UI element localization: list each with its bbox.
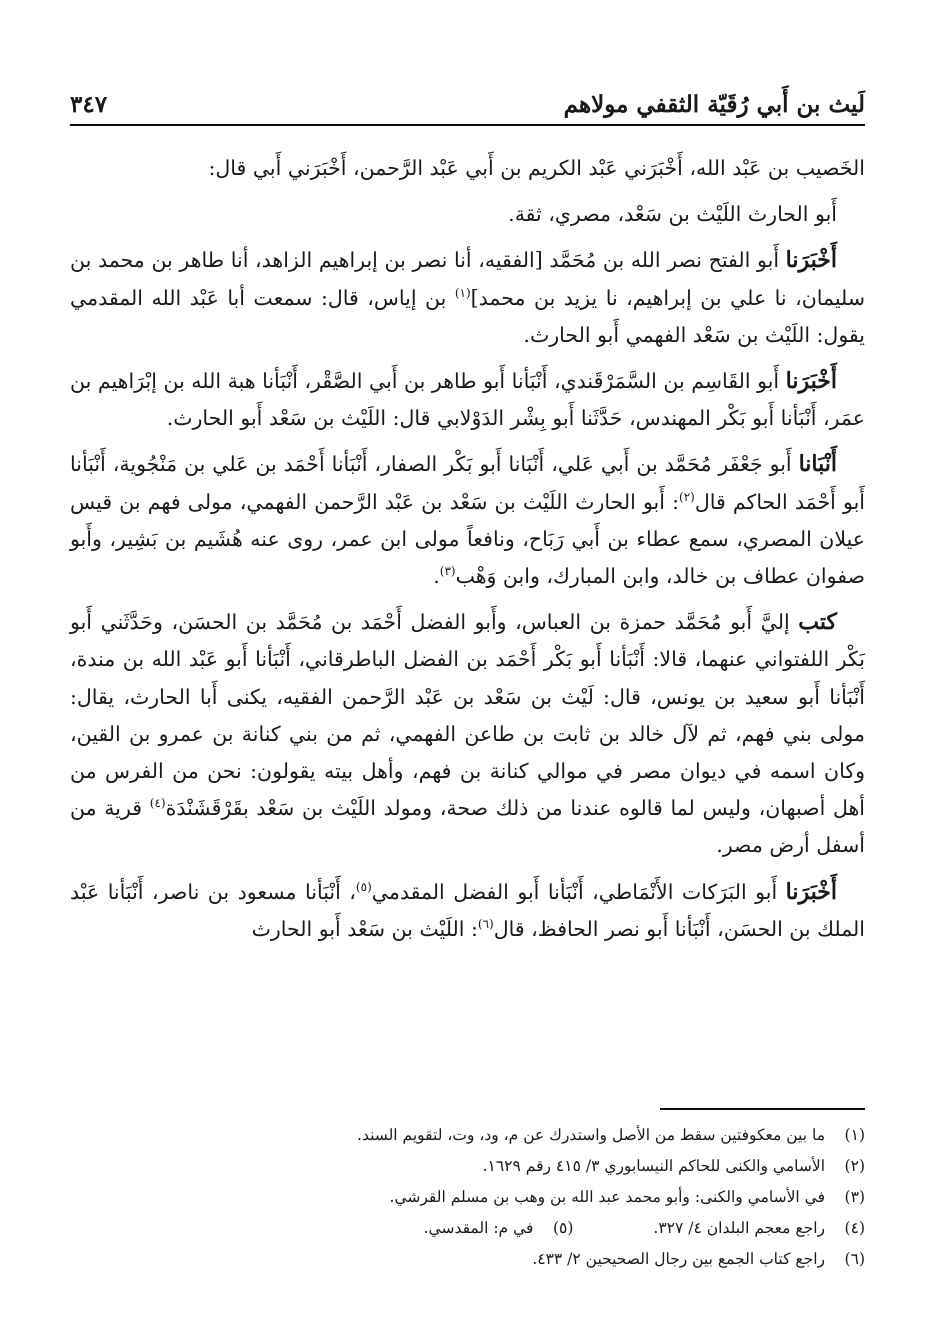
- paragraph-text: بن إياس، قال: سمعت أبا عَبْد الله المقدمي يقول: اللَيْث بن سَعْد الفهمي أَبو الحارث.: [70, 285, 865, 347]
- footnote-number: (٦): [844, 1250, 865, 1268]
- paragraph-1: [70, 150, 865, 187]
- paragraph-6: [70, 604, 865, 864]
- paragraph-text: الخَصيب بن عَبْد الله، أَخْبَرَني عَبْد الكريم بن أَبي عَبْد الرَّحمن، أَخْبَرَني أَبي قال:: [208, 156, 865, 180]
- isnad-lead-word: أَنْبَانا: [798, 451, 837, 478]
- footnote-1: [70, 1120, 865, 1151]
- paragraph-text: أَبو الحارث اللَيْث بن سَعْد، مصري، ثقة.: [508, 202, 837, 227]
- paragraph-7: [70, 874, 865, 948]
- footnote-number: (٤): [844, 1219, 865, 1237]
- isnad-lead-word: أَخْبَرَنا: [785, 247, 837, 274]
- footnote-text: في الأسامي والكنى: وأبو محمد عبد الله بن وهب بن مسلم القرشي.: [389, 1188, 825, 1206]
- paragraph-text: أَبو جَعْفَر مُحَمَّد بن أَبي عَلي، أَنْبَانا أَبو بَكْر الصفار، أَنْبَأنا أَحْمَد بن عَلي بن مَنْجُوية، أَنْبَأنا أَبو أَحْمَد الحاكم قال: [70, 452, 865, 514]
- footnote-ref-1[interactable]: (١): [454, 285, 471, 300]
- footnote-2: [70, 1151, 865, 1182]
- footnote-number: (٢): [844, 1157, 865, 1175]
- footnote-divider: [660, 1108, 865, 1110]
- footnote-ref-6[interactable]: (٦): [477, 917, 494, 932]
- paragraph-4: [70, 363, 865, 437]
- footnote-4-5: [70, 1213, 865, 1244]
- footnote-text: ما بين معكوفتين سقط من الأصل واستدرك عن م، ود، وت، لتقويم السند.: [357, 1126, 825, 1144]
- main-text: [70, 150, 865, 957]
- running-title: لَيث بن أَبي رُقَيّة الثقفي مولاهم: [563, 91, 865, 118]
- paragraph-text: إليَّ أَبو مُحَمَّد حمزة بن العباس، وأَبو الفضل أَحْمَد بن مُحَمَّد بن الحسَن، وحَدَّثَني أَبو بَكْر اللفتواني عنهما، قالا: أَنْبَأنا أَبو بَكْر أَحْمَد بن الفضل الباطرقاني، أَنْبَأنا أَبو عَبْد الله بن مندة، أَنْبَأنا أَبو سعيد بن يونس، قال: لَيْث بن سَعْد بن عَبْد الرَّحمن الفقيه، يكنى أَبا الحارث، يقال: مولى بني فهم، ثم لآل خالد بن ثابت بن طاعن الفهمي، ثم من بني كنانة بن عمرو بن القين، وكان اسمه في ديوان مصر في موالي كنانة بن فهم، وأهل بيته يقولون: نحن من الفرس من أهل أصبهان، وليس لما قالوه عندنا من ذلك صحة، ومولد اللَيْث بن سَعْد بقَرْقَشَنْدَة: [70, 610, 865, 821]
- footnote-spacer: [583, 1213, 643, 1244]
- footnote-ref-4[interactable]: (٤): [149, 796, 166, 811]
- footnote-number: (٣): [844, 1188, 865, 1206]
- paragraph-text: أَبو القَاسِم بن السَّمَرْقَندي، أَنْبَأنا أَبو طاهر بن أَبي الصَّقْر، أَنْبَأنا هبة الله بن إبْرَاهيم بن عمَر، أَنْبَأنا أَبو بَكْر المهندس، حَدَّثَنا أَبو بِشْر الدَوْلابي قال: اللَيْث بن سَعْد أَبو الحارث.: [70, 369, 865, 431]
- footnote-6: [70, 1244, 865, 1275]
- isnad-lead-word: أَخْبَرَنا: [785, 368, 837, 395]
- paragraph-2: [70, 196, 865, 233]
- footnote-text: راجع كتاب الجمع بين رجال الصحيحين ٢/ ٤٣٣.: [532, 1250, 825, 1268]
- isnad-lead-word: أَخْبَرَنا: [785, 878, 837, 905]
- footnote-text: في م: المقدسي.: [423, 1219, 534, 1237]
- paragraph-text: قرية من أسفل أرض مصر.: [70, 796, 865, 858]
- footnote-number: (٥): [552, 1219, 574, 1237]
- footnote-text: الأسامي والكنى للحاكم النيسابوري ٣/ ٤١٥ رقم ١٦٢٩.: [482, 1157, 825, 1175]
- paragraph-text: أَبو البَرَكات الأَنْمَاطي، أَنْبَأنا أَبو الفضل المقدمي: [371, 879, 786, 904]
- paragraph-text: أَبو الفتح نصر الله بن مُحَمَّد [الفقيه، أنا نصر بن إبراهيم الزاهد، أنا طاهر بن محمد بن سليمان، نا علي بن إبراهيم، نا يزيد بن محمد]: [70, 248, 865, 310]
- footnotes: [70, 1120, 865, 1275]
- paragraph-text: .: [433, 564, 440, 589]
- footnote-ref-2[interactable]: (٢): [679, 489, 695, 504]
- paragraph-text: : اللَيْث بن سَعْد أَبو الحارث: [251, 916, 478, 941]
- footnote-3: [70, 1182, 865, 1213]
- paragraph-text: : أَبو الحارث اللَيْث بن سَعْد بن عَبْد الرَّحمن الفهمي، مولى فهم بن قيس عيلان المصري، سمع عطاء بن أَبي رَبَاح، ونافعاً مولى ابن عمر، روى عنه هُشَيم بن بَشِير، وأَبو صفوان عطاف بن خالد، وابن المبارك، وابن وَهْب: [70, 489, 865, 589]
- isnad-lead-word: كتب: [798, 609, 837, 636]
- footnote-ref-3[interactable]: (٣): [439, 564, 456, 579]
- page-number: ٣٤٧: [70, 91, 108, 118]
- page-header: [70, 78, 865, 126]
- footnote-ref-5[interactable]: (٥): [355, 879, 372, 894]
- paragraph-text: ، أَنْبَأنا مسعود بن ناصر، أَنْبَأنا عَبْد الملك بن الحسَن، أَنْبَأنا أَبو نصر الحافظ، قال: [70, 879, 865, 941]
- footnote-text: راجع معجم البلدان ٤/ ٣٢٧.: [653, 1219, 825, 1237]
- paragraph-3: [70, 242, 865, 354]
- paragraph-5: [70, 446, 865, 595]
- footnote-number: (١): [844, 1126, 865, 1144]
